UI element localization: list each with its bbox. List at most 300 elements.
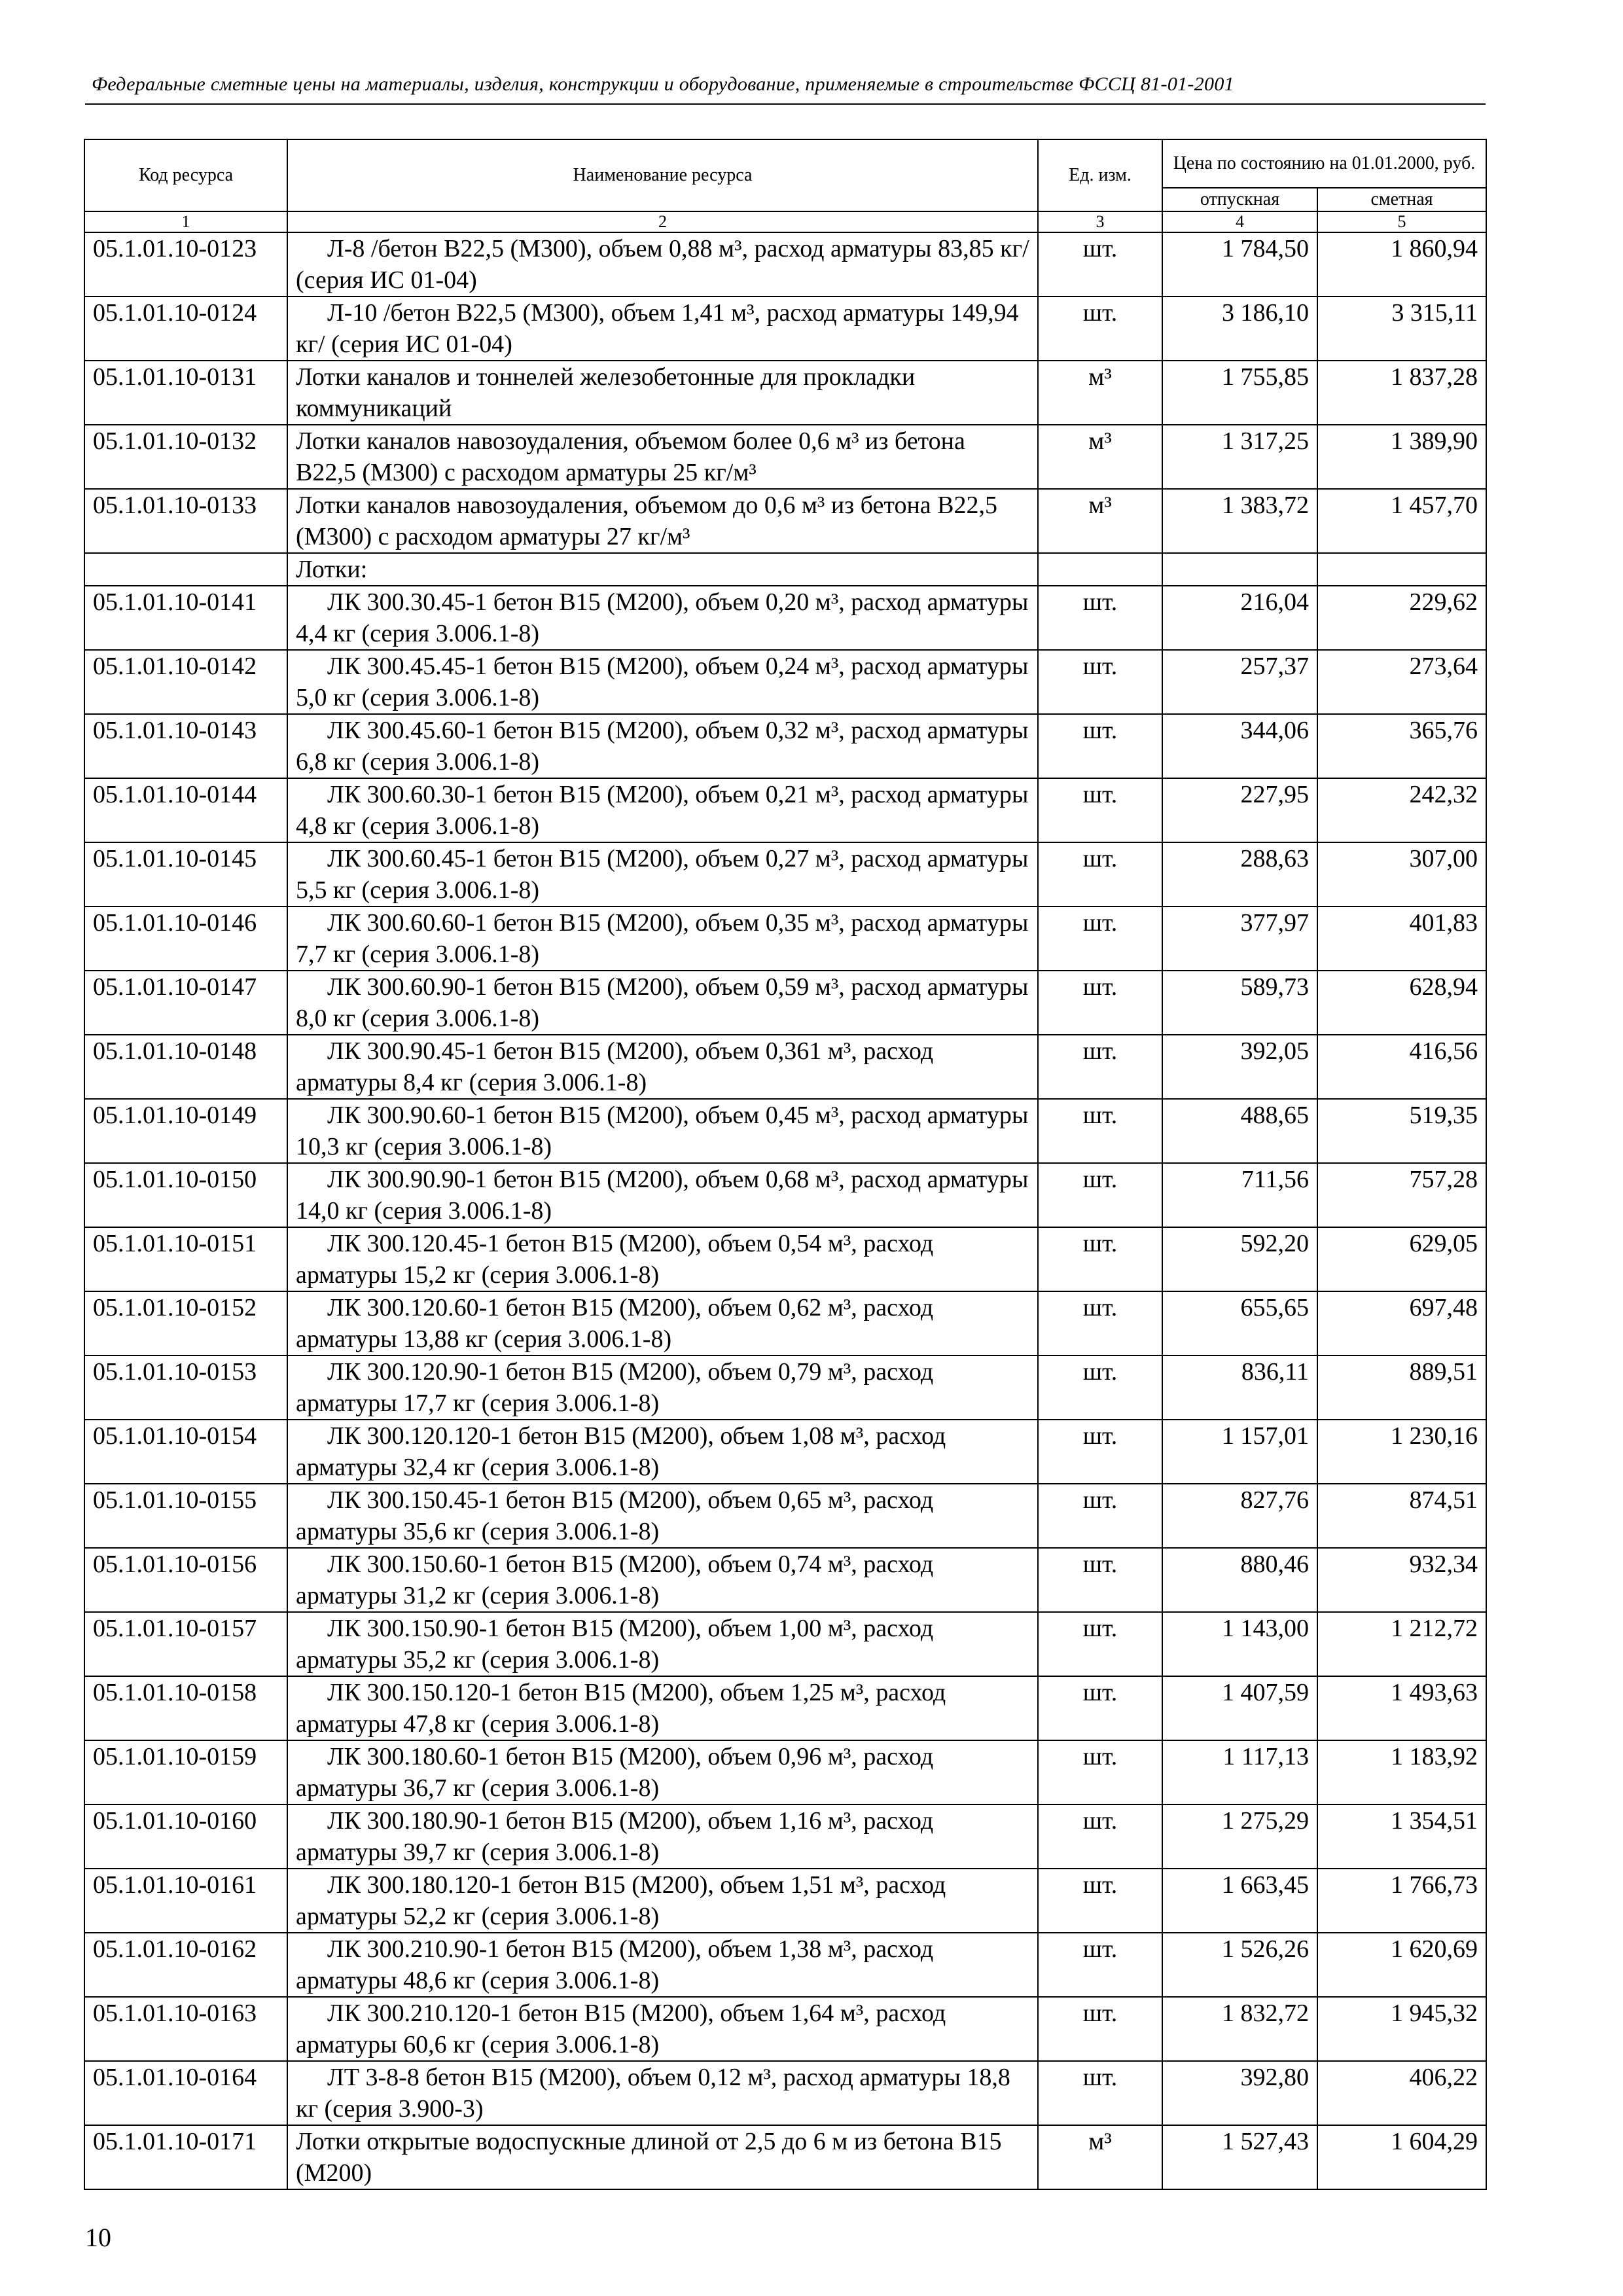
release-price-cell-text: 1 407,59	[1222, 1679, 1309, 1706]
unit-cell	[1038, 1227, 1162, 1291]
price-table	[84, 139, 1487, 2190]
unit-cell	[1038, 2125, 1162, 2189]
estimate-price-cell-text: 1 230,16	[1391, 1422, 1478, 1450]
release-price-cell-text: 1 527,43	[1222, 2128, 1309, 2155]
resource-name-cell-text: ЛК 300.210.120-1 бетон В15 (М200), объем 1,64 м³, расход арматуры 60,6 кг (серия 3.006.1-8)	[296, 2000, 946, 2058]
table-row	[84, 1740, 1486, 1804]
resource-code-cell-text: 05.1.01.10-0154	[93, 1422, 257, 1450]
table-row	[84, 1612, 1486, 1676]
release-price-cell-text: 392,80	[1240, 2064, 1309, 2091]
resource-name-cell-text: ЛК 300.60.45-1 бетон В15 (М200), объем 0,27 м³, расход арматуры 5,5 кг (серия 3.006.1-8)	[296, 845, 1029, 904]
unit-cell-text: шт.	[1082, 845, 1118, 872]
resource-code-cell	[84, 1227, 287, 1291]
unit-cell-text: шт.	[1082, 299, 1118, 327]
unit-cell	[1038, 971, 1162, 1035]
release-price-cell	[1162, 1227, 1317, 1291]
unit-cell-text: шт.	[1082, 1037, 1118, 1065]
estimate-price-cell-text: 3 315,11	[1391, 299, 1478, 327]
table-row	[84, 906, 1486, 971]
estimate-price-cell	[1317, 1291, 1486, 1355]
resource-name-cell	[287, 1291, 1038, 1355]
table-row	[84, 1997, 1486, 2061]
resource-code-cell-text: 05.1.01.10-0141	[93, 588, 257, 616]
resource-name-cell	[287, 1676, 1038, 1740]
release-price-cell	[1162, 425, 1317, 489]
release-price-cell-text: 1 157,01	[1222, 1422, 1309, 1450]
column-number: 5	[1317, 211, 1486, 232]
resource-name-cell	[287, 842, 1038, 906]
table-row	[84, 1548, 1486, 1612]
resource-code-cell	[84, 971, 287, 1035]
estimate-price-cell-text: 1 860,94	[1391, 235, 1478, 262]
resource-name-cell-text: ЛК 300.120.60-1 бетон В15 (М200), объем 0,62 м³, расход арматуры 13,88 кг (серия 3.006.1-8)	[296, 1294, 934, 1353]
release-price-cell-text: 488,65	[1240, 1102, 1309, 1129]
table-row	[84, 2125, 1486, 2189]
unit-cell-text: шт.	[1082, 653, 1118, 680]
unit-cell-text: шт.	[1082, 717, 1118, 744]
release-price-cell-text: 377,97	[1240, 909, 1309, 937]
resource-code-cell-text: 05.1.01.10-0147	[93, 973, 257, 1001]
resource-code-cell	[84, 1163, 287, 1227]
resource-name-cell-text: ЛК 300.120.45-1 бетон В15 (М200), объем 0,54 м³, расход арматуры 15,2 кг (серия 3.006.1-8)	[296, 1230, 934, 1289]
resource-code-cell-text: 05.1.01.10-0149	[93, 1102, 257, 1129]
estimate-price-cell-text: 406,22	[1409, 2064, 1478, 2091]
resource-code-cell	[84, 714, 287, 778]
resource-code-cell	[84, 650, 287, 714]
resource-name-cell-text: Лотки каналов навозоудаления, объемом более 0,6 м³ из бетона В22,5 (М300) с расходом арматуры 25 кг/м³	[296, 427, 965, 486]
estimate-price-cell	[1317, 296, 1486, 361]
resource-code-cell	[84, 1997, 287, 2061]
resource-name-cell-text: Л-10 /бетон В22,5 (М300), объем 1,41 м³, расход арматуры 149,94 кг/ (серия ИС 01-04)	[296, 299, 1019, 358]
column-number: 3	[1038, 211, 1162, 232]
resource-name-cell-text: ЛК 300.30.45-1 бетон В15 (М200), объем 0,20 м³, расход арматуры 4,4 кг (серия 3.006.1-8)	[296, 588, 1029, 647]
estimate-price-cell-text: 1 389,90	[1391, 427, 1478, 455]
release-price-cell-text: 257,37	[1240, 653, 1309, 680]
resource-name-cell	[287, 906, 1038, 971]
table-row	[84, 586, 1486, 650]
resource-code-cell	[84, 425, 287, 489]
resource-name-cell-text: ЛК 300.90.90-1 бетон В15 (М200), объем 0,68 м³, расход арматуры 14,0 кг (серия 3.006.1-8)	[296, 1166, 1029, 1225]
release-price-cell-text: 1 526,26	[1222, 1935, 1309, 1963]
header-name: Наименование ресурса	[287, 139, 1038, 211]
resource-code-cell	[84, 842, 287, 906]
estimate-price-cell-text: 1 212,72	[1391, 1615, 1478, 1642]
resource-code-cell-text: 05.1.01.10-0123	[93, 235, 257, 262]
release-price-cell	[1162, 1804, 1317, 1869]
resource-name-cell-text: Лотки открытые водоспускные длиной от 2,5 до 6 м из бетона В15 (М200)	[296, 2128, 1002, 2187]
table-row	[84, 296, 1486, 361]
release-price-cell	[1162, 1612, 1317, 1676]
resource-code-cell-text: 05.1.01.10-0156	[93, 1551, 257, 1578]
header-price-group: Цена по состоянию на 01.01.2000, руб.	[1162, 139, 1486, 188]
resource-code-cell	[84, 1355, 287, 1420]
estimate-price-cell-text: 401,83	[1409, 909, 1478, 937]
resource-name-cell	[287, 650, 1038, 714]
estimate-price-cell	[1317, 842, 1486, 906]
estimate-price-cell	[1317, 586, 1486, 650]
unit-cell-text: шт.	[1082, 973, 1118, 1001]
resource-name-cell-text: ЛК 300.180.90-1 бетон В15 (М200), объем 1,16 м³, расход арматуры 39,7 кг (серия 3.006.1-8)	[296, 1807, 934, 1866]
estimate-price-cell	[1317, 1676, 1486, 1740]
resource-code-cell	[84, 2061, 287, 2125]
resource-name-cell-text: ЛК 300.60.90-1 бетон В15 (М200), объем 0,59 м³, расход арматуры 8,0 кг (серия 3.006.1-8)	[296, 973, 1029, 1032]
table-row	[84, 1291, 1486, 1355]
unit-cell	[1038, 1612, 1162, 1676]
resource-name-cell-text: ЛК 300.210.90-1 бетон В15 (М200), объем 1,38 м³, расход арматуры 48,6 кг (серия 3.006.1-8)	[296, 1935, 934, 1994]
release-price-cell	[1162, 906, 1317, 971]
unit-cell	[1038, 1997, 1162, 2061]
resource-name-cell	[287, 1484, 1038, 1548]
running-header: Федеральные сметные цены на материалы, изделия, конструкции и оборудование, применяемые в строительстве ФССЦ 81-01-2001	[92, 73, 1234, 95]
estimate-price-cell	[1317, 232, 1486, 296]
estimate-price-cell-text: 757,28	[1409, 1166, 1478, 1193]
resource-name-cell-text: Л-8 /бетон В22,5 (М300), объем 0,88 м³, расход арматуры 83,85 кг/ (серия ИС 01-04)	[296, 235, 1029, 294]
unit-cell	[1038, 1869, 1162, 1933]
resource-name-cell-text: Лотки каналов навозоудаления, объемом до 0,6 м³ из бетона В22,5 (М300) с расходом арматуры 27 кг/м³	[296, 492, 998, 550]
estimate-price-cell	[1317, 1869, 1486, 1933]
release-price-cell-text: 1 143,00	[1222, 1615, 1309, 1642]
release-price-cell	[1162, 361, 1317, 425]
unit-cell	[1038, 296, 1162, 361]
release-price-cell	[1162, 232, 1317, 296]
column-number: 1	[84, 211, 287, 232]
resource-name-cell-text: ЛК 300.150.60-1 бетон В15 (М200), объем 0,74 м³, расход арматуры 31,2 кг (серия 3.006.1-8)	[296, 1551, 934, 1609]
release-price-cell-text: 836,11	[1241, 1358, 1309, 1386]
unit-cell	[1038, 1163, 1162, 1227]
estimate-price-cell-text: 1 457,70	[1391, 492, 1478, 519]
resource-code-cell-text: 05.1.01.10-0144	[93, 781, 257, 808]
header-unit: Ед. изм.	[1038, 139, 1162, 211]
release-price-cell	[1162, 1933, 1317, 1997]
unit-cell	[1038, 1933, 1162, 1997]
resource-code-cell-text: 05.1.01.10-0124	[93, 299, 257, 327]
release-price-cell-text: 3 186,10	[1222, 299, 1309, 327]
release-price-cell	[1162, 586, 1317, 650]
resource-code-cell	[84, 586, 287, 650]
unit-cell-text: шт.	[1082, 588, 1118, 616]
estimate-price-cell	[1317, 361, 1486, 425]
release-price-cell-text: 288,63	[1240, 845, 1309, 872]
estimate-price-cell-text: 273,64	[1409, 653, 1478, 680]
release-price-cell	[1162, 2061, 1317, 2125]
resource-name-cell	[287, 1355, 1038, 1420]
resource-code-cell-text: 05.1.01.10-0162	[93, 1935, 257, 1963]
table-row	[84, 489, 1486, 553]
release-price-cell-text: 216,04	[1240, 588, 1309, 616]
unit-cell	[1038, 489, 1162, 553]
unit-cell-text: шт.	[1082, 1743, 1118, 1770]
resource-code-cell	[84, 1804, 287, 1869]
resource-name-cell-text: ЛК 300.150.120-1 бетон В15 (М200), объем 1,25 м³, расход арматуры 47,8 кг (серия 3.006.1-8)	[296, 1679, 946, 1738]
table-row	[84, 1484, 1486, 1548]
resource-code-cell-text: 05.1.01.10-0131	[93, 363, 257, 391]
table-body	[84, 232, 1486, 2189]
unit-cell	[1038, 842, 1162, 906]
release-price-cell	[1162, 842, 1317, 906]
resource-name-cell	[287, 778, 1038, 842]
resource-code-cell	[84, 1484, 287, 1548]
estimate-price-cell	[1317, 1355, 1486, 1420]
estimate-price-cell-text: 1 604,29	[1391, 2128, 1478, 2155]
unit-cell	[1038, 1291, 1162, 1355]
estimate-price-cell-text: 628,94	[1409, 973, 1478, 1001]
resource-name-cell-text: ЛК 300.45.60-1 бетон В15 (М200), объем 0,32 м³, расход арматуры 6,8 кг (серия 3.006.1-8)	[296, 717, 1029, 776]
estimate-price-cell	[1317, 778, 1486, 842]
unit-cell	[1038, 906, 1162, 971]
estimate-price-cell-text: 889,51	[1409, 1358, 1478, 1386]
table-row	[84, 1869, 1486, 1933]
unit-cell	[1038, 232, 1162, 296]
release-price-cell-text: 1 832,72	[1222, 2000, 1309, 2027]
estimate-price-cell	[1317, 1804, 1486, 1869]
unit-cell	[1038, 1420, 1162, 1484]
resource-name-cell	[287, 1548, 1038, 1612]
resource-code-cell	[84, 2125, 287, 2189]
release-price-cell	[1162, 971, 1317, 1035]
estimate-price-cell-text: 416,56	[1409, 1037, 1478, 1065]
resource-code-cell-text: 05.1.01.10-0150	[93, 1166, 257, 1193]
resource-name-cell	[287, 2125, 1038, 2189]
estimate-price-cell	[1317, 553, 1486, 586]
resource-name-cell-text: ЛТ 3-8-8 бетон В15 (М200), объем 0,12 м³, расход арматуры 18,8 кг (серия 3.900-3)	[296, 2064, 1010, 2123]
unit-cell	[1038, 1484, 1162, 1548]
estimate-price-cell	[1317, 1997, 1486, 2061]
resource-name-cell	[287, 296, 1038, 361]
resource-code-cell	[84, 296, 287, 361]
table-row	[84, 553, 1486, 586]
release-price-cell-text: 1 117,13	[1222, 1743, 1309, 1770]
estimate-price-cell	[1317, 425, 1486, 489]
unit-cell-text: шт.	[1082, 1615, 1118, 1642]
table-row	[84, 361, 1486, 425]
resource-code-cell-text: 05.1.01.10-0157	[93, 1615, 257, 1642]
estimate-price-cell-text: 229,62	[1409, 588, 1478, 616]
estimate-price-cell	[1317, 971, 1486, 1035]
estimate-price-cell	[1317, 1420, 1486, 1484]
estimate-price-cell-text: 242,32	[1409, 781, 1478, 808]
unit-cell-text: шт.	[1082, 2000, 1118, 2027]
table-row	[84, 1804, 1486, 1869]
resource-code-cell	[84, 1676, 287, 1740]
resource-code-cell-text: 05.1.01.10-0164	[93, 2064, 257, 2091]
resource-code-cell	[84, 489, 287, 553]
unit-cell	[1038, 425, 1162, 489]
unit-cell-text: шт.	[1082, 1422, 1118, 1450]
resource-code-cell-text: 05.1.01.10-0171	[93, 2128, 257, 2155]
table-row	[84, 1035, 1486, 1099]
release-price-cell	[1162, 1484, 1317, 1548]
resource-code-cell	[84, 1099, 287, 1163]
release-price-cell	[1162, 1676, 1317, 1740]
estimate-price-cell	[1317, 1163, 1486, 1227]
unit-cell-text: шт.	[1082, 1871, 1118, 1899]
resource-code-cell	[84, 778, 287, 842]
table-row	[84, 1933, 1486, 1997]
resource-code-cell	[84, 553, 287, 586]
estimate-price-cell-text: 1 945,32	[1391, 2000, 1478, 2027]
resource-code-cell	[84, 1740, 287, 1804]
table-row	[84, 842, 1486, 906]
resource-name-cell-text: ЛК 300.120.90-1 бетон В15 (М200), объем 0,79 м³, расход арматуры 17,7 кг (серия 3.006.1-8)	[296, 1358, 934, 1417]
resource-code-cell	[84, 1869, 287, 1933]
unit-cell	[1038, 553, 1162, 586]
resource-code-cell	[84, 361, 287, 425]
release-price-cell-text: 589,73	[1240, 973, 1309, 1001]
unit-cell-text: шт.	[1082, 1230, 1118, 1257]
resource-code-cell	[84, 1933, 287, 1997]
table-row	[84, 1420, 1486, 1484]
estimate-price-cell-text: 519,35	[1409, 1102, 1478, 1129]
estimate-price-cell	[1317, 1099, 1486, 1163]
resource-code-cell-text: 05.1.01.10-0161	[93, 1871, 257, 1899]
resource-code-cell	[84, 906, 287, 971]
table-row	[84, 778, 1486, 842]
release-price-cell	[1162, 1099, 1317, 1163]
resource-name-cell	[287, 1099, 1038, 1163]
unit-cell	[1038, 586, 1162, 650]
estimate-price-cell-text: 307,00	[1409, 845, 1478, 872]
unit-cell	[1038, 361, 1162, 425]
resource-name-cell	[287, 1804, 1038, 1869]
resource-code-cell	[84, 1548, 287, 1612]
unit-cell	[1038, 1548, 1162, 1612]
unit-cell	[1038, 778, 1162, 842]
resource-name-cell	[287, 1869, 1038, 1933]
resource-code-cell	[84, 1035, 287, 1099]
release-price-cell	[1162, 1420, 1317, 1484]
estimate-price-cell	[1317, 1227, 1486, 1291]
estimate-price-cell	[1317, 2125, 1486, 2189]
resource-name-cell	[287, 361, 1038, 425]
unit-cell	[1038, 2061, 1162, 2125]
header-code: Код ресурса	[84, 139, 287, 211]
estimate-price-cell-text: 629,05	[1409, 1230, 1478, 1257]
resource-name-cell	[287, 1997, 1038, 2061]
column-number: 2	[287, 211, 1038, 232]
unit-cell-text: шт.	[1082, 1551, 1118, 1578]
estimate-price-cell-text: 365,76	[1409, 717, 1478, 744]
resource-name-cell-text: ЛК 300.60.60-1 бетон В15 (М200), объем 0,35 м³, расход арматуры 7,7 кг (серия 3.006.1-8)	[296, 909, 1029, 968]
resource-name-cell	[287, 1163, 1038, 1227]
estimate-price-cell	[1317, 1548, 1486, 1612]
table-row	[84, 714, 1486, 778]
estimate-price-cell	[1317, 906, 1486, 971]
release-price-cell	[1162, 489, 1317, 553]
resource-name-cell-text: ЛК 300.120.120-1 бетон В15 (М200), объем 1,08 м³, расход арматуры 32,4 кг (серия 3.006.1-8)	[296, 1422, 946, 1481]
resource-name-cell	[287, 1227, 1038, 1291]
unit-cell-text: шт.	[1082, 1102, 1118, 1129]
header-rule	[85, 103, 1486, 105]
table-row	[84, 1355, 1486, 1420]
release-price-cell-text: 711,56	[1241, 1166, 1309, 1193]
resource-code-cell-text: 05.1.01.10-0142	[93, 653, 257, 680]
unit-cell-text: шт.	[1082, 1358, 1118, 1386]
release-price-cell	[1162, 1997, 1317, 2061]
resource-name-cell	[287, 1612, 1038, 1676]
resource-code-cell-text: 05.1.01.10-0155	[93, 1486, 257, 1514]
resource-name-cell	[287, 971, 1038, 1035]
release-price-cell-text: 1 383,72	[1222, 492, 1309, 519]
release-price-cell-text: 344,06	[1240, 717, 1309, 744]
release-price-cell-text: 1 755,85	[1222, 363, 1309, 391]
table-row	[84, 1099, 1486, 1163]
release-price-cell	[1162, 650, 1317, 714]
unit-cell-text: м³	[1088, 2128, 1112, 2155]
release-price-cell	[1162, 1355, 1317, 1420]
unit-cell-text: м³	[1088, 363, 1112, 391]
unit-cell-text: шт.	[1082, 1807, 1118, 1835]
release-price-cell-text: 827,76	[1240, 1486, 1309, 1514]
estimate-price-cell	[1317, 1933, 1486, 1997]
table-row	[84, 2061, 1486, 2125]
resource-code-cell	[84, 1612, 287, 1676]
unit-cell-text: шт.	[1082, 1294, 1118, 1321]
release-price-cell	[1162, 714, 1317, 778]
resource-name-cell-text: Лотки:	[296, 556, 368, 583]
table-row	[84, 232, 1486, 296]
resource-name-cell-text: ЛК 300.150.90-1 бетон В15 (М200), объем 1,00 м³, расход арматуры 35,2 кг (серия 3.006.1-8)	[296, 1615, 934, 1674]
release-price-cell	[1162, 1291, 1317, 1355]
resource-code-cell	[84, 1420, 287, 1484]
unit-cell-text: шт.	[1082, 1166, 1118, 1193]
unit-cell-text: м³	[1088, 427, 1112, 455]
release-price-cell-text: 592,20	[1240, 1230, 1309, 1257]
estimate-price-cell	[1317, 1035, 1486, 1099]
header-estimate-price: сметная	[1317, 188, 1486, 211]
resource-name-cell	[287, 425, 1038, 489]
unit-cell	[1038, 1099, 1162, 1163]
resource-code-cell-text: 05.1.01.10-0159	[93, 1743, 257, 1770]
resource-name-cell-text: ЛК 300.90.60-1 бетон В15 (М200), объем 0,45 м³, расход арматуры 10,3 кг (серия 3.006.1-8)	[296, 1102, 1029, 1160]
release-price-cell	[1162, 1740, 1317, 1804]
unit-cell	[1038, 1355, 1162, 1420]
page-number: 10	[85, 2223, 111, 2252]
unit-cell-text: шт.	[1082, 781, 1118, 808]
unit-cell-text: шт.	[1082, 909, 1118, 937]
table-row	[84, 971, 1486, 1035]
estimate-price-cell	[1317, 1612, 1486, 1676]
column-number: 4	[1162, 211, 1317, 232]
table-row	[84, 1676, 1486, 1740]
resource-code-cell-text: 05.1.01.10-0151	[93, 1230, 257, 1257]
estimate-price-cell-text: 932,34	[1409, 1551, 1478, 1578]
release-price-cell-text: 392,05	[1240, 1037, 1309, 1065]
resource-name-cell	[287, 489, 1038, 553]
resource-code-cell-text: 05.1.01.10-0152	[93, 1294, 257, 1321]
resource-name-cell	[287, 1420, 1038, 1484]
unit-cell-text: шт.	[1082, 1486, 1118, 1514]
estimate-price-cell-text: 697,48	[1409, 1294, 1478, 1321]
release-price-cell-text: 1 663,45	[1222, 1871, 1309, 1899]
estimate-price-cell-text: 1 493,63	[1391, 1679, 1478, 1706]
unit-cell-text: м³	[1088, 492, 1112, 519]
release-price-cell	[1162, 778, 1317, 842]
resource-code-cell-text: 05.1.01.10-0163	[93, 2000, 257, 2027]
resource-code-cell-text: 05.1.01.10-0146	[93, 909, 257, 937]
resource-code-cell-text: 05.1.01.10-0143	[93, 717, 257, 744]
estimate-price-cell	[1317, 2061, 1486, 2125]
release-price-cell-text: 1 275,29	[1222, 1807, 1309, 1835]
resource-code-cell-text: 05.1.01.10-0153	[93, 1358, 257, 1386]
header-release-price: отпускная	[1162, 188, 1317, 211]
resource-code-cell-text: 05.1.01.10-0160	[93, 1807, 257, 1835]
resource-code-cell-text: 05.1.01.10-0145	[93, 845, 257, 872]
release-price-cell	[1162, 1548, 1317, 1612]
table-row	[84, 1227, 1486, 1291]
unit-cell-text: шт.	[1082, 1679, 1118, 1706]
release-price-cell	[1162, 1035, 1317, 1099]
release-price-cell	[1162, 2125, 1317, 2189]
